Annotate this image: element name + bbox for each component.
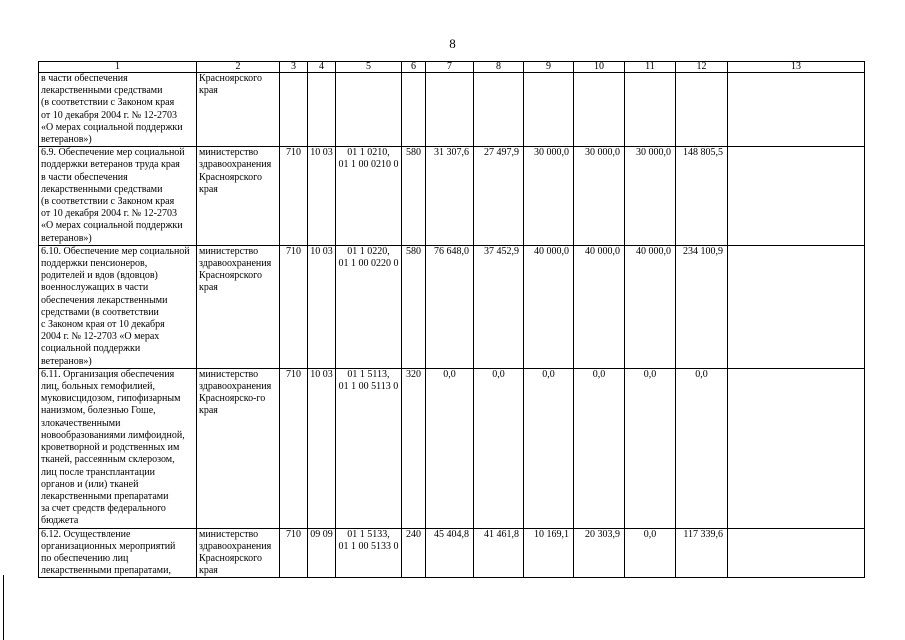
value-cell: 40 000,0 — [574, 245, 625, 368]
expense-type-cell: 240 — [402, 528, 426, 578]
column-header: 13 — [728, 62, 865, 73]
table-row — [39, 368, 865, 528]
total-cell: 148 805,5 — [676, 147, 728, 246]
total-cell: 234 100,9 — [676, 245, 728, 368]
column-header: 4 — [308, 62, 336, 73]
table-row — [39, 73, 865, 147]
grbs-cell: 710 — [280, 245, 308, 368]
result-cell — [728, 368, 865, 528]
value-cell: 0,0 — [625, 528, 676, 578]
value-cell: 40 000,0 — [524, 245, 574, 368]
grbs-cell: 710 — [280, 528, 308, 578]
column-header: 2 — [197, 62, 280, 73]
section-cell: 10 03 — [308, 368, 336, 528]
value-cell: 20 303,9 — [574, 528, 625, 578]
column-header: 10 — [574, 62, 625, 73]
measure-cell: 6.9. Обеспечение мер социальной поддержки ветеранов труда края в части обеспечения лекарственными средствами (в соответствии с Законом края от 10 декабря 2004 г. № 12-2703 «О мерах социальной поддержки ветеранов») — [39, 147, 197, 246]
executor-cell: министерство здравоохранения Красноярского края — [197, 528, 280, 578]
column-header: 6 — [402, 62, 426, 73]
executor-cell: министерство здравоохранения Красноярского края — [197, 147, 280, 246]
value-cell — [574, 73, 625, 147]
value-cell: 30 000,0 — [524, 147, 574, 246]
value-cell — [625, 73, 676, 147]
expense-type-cell: 580 — [402, 147, 426, 246]
page-number: 8 — [449, 36, 456, 51]
target-article-cell: 01 1 5113, 01 1 00 5113 0 — [336, 368, 402, 528]
value-cell: 76 648,0 — [426, 245, 474, 368]
value-cell — [426, 73, 474, 147]
value-cell: 30 000,0 — [625, 147, 676, 246]
column-header: 7 — [426, 62, 474, 73]
total-cell: 0,0 — [676, 368, 728, 528]
measure-cell: 6.12. Осуществление организационных мероприятий по обеспечению лиц лекарственными препаратами, — [39, 528, 197, 578]
column-header: 3 — [280, 62, 308, 73]
executor-cell: министерство здравоохранения Красноярского края — [197, 245, 280, 368]
section-cell: 10 03 — [308, 147, 336, 246]
value-cell: 0,0 — [574, 368, 625, 528]
column-header: 11 — [625, 62, 676, 73]
value-cell: 10 169,1 — [524, 528, 574, 578]
target-article-cell: 01 1 0220, 01 1 00 0220 0 — [336, 245, 402, 368]
target-article-cell: 01 1 0210, 01 1 00 0210 0 — [336, 147, 402, 246]
expense-type-cell: 580 — [402, 245, 426, 368]
budget-table — [38, 61, 865, 578]
result-cell — [728, 245, 865, 368]
column-header: 8 — [474, 62, 524, 73]
grbs-cell — [280, 73, 308, 147]
section-cell — [308, 73, 336, 147]
value-cell: 30 000,0 — [574, 147, 625, 246]
table-header-row — [39, 62, 865, 73]
table-row — [39, 528, 865, 578]
executor-cell: Красноярского края — [197, 73, 280, 147]
grbs-cell: 710 — [280, 368, 308, 528]
column-header: 1 — [39, 62, 197, 73]
column-header: 5 — [336, 62, 402, 73]
column-header: 9 — [524, 62, 574, 73]
target-article-cell — [336, 73, 402, 147]
value-cell — [524, 73, 574, 147]
expense-type-cell — [402, 73, 426, 147]
margin-rule — [3, 575, 4, 640]
section-cell: 09 09 — [308, 528, 336, 578]
result-cell — [728, 73, 865, 147]
total-cell — [676, 73, 728, 147]
measure-cell: в части обеспечения лекарственными средствами (в соответствии с Законом края от 10 декабря 2004 г. № 12-2703 «О мерах социальной поддержки ветеранов») — [39, 73, 197, 147]
executor-cell: министерство здравоохранения Красноярско-го края — [197, 368, 280, 528]
value-cell: 0,0 — [426, 368, 474, 528]
grbs-cell: 710 — [280, 147, 308, 246]
value-cell: 0,0 — [524, 368, 574, 528]
value-cell: 0,0 — [474, 368, 524, 528]
result-cell — [728, 528, 865, 578]
value-cell: 27 497,9 — [474, 147, 524, 246]
value-cell — [474, 73, 524, 147]
measure-cell: 6.10. Обеспечение мер социальной поддержки пенсионеров, родителей и вдов (вдовцов) военнослужащих в части обеспечения лекарственными средствами (в соответствии с Законом края от 10 декабря 2004 г. № 12-2703 «О мерах социальной поддержки ветеранов») — [39, 245, 197, 368]
table-row — [39, 147, 865, 246]
value-cell: 31 307,6 — [426, 147, 474, 246]
value-cell: 45 404,8 — [426, 528, 474, 578]
value-cell: 40 000,0 — [625, 245, 676, 368]
column-header: 12 — [676, 62, 728, 73]
value-cell: 41 461,8 — [474, 528, 524, 578]
table-row — [39, 245, 865, 368]
expense-type-cell: 320 — [402, 368, 426, 528]
target-article-cell: 01 1 5133, 01 1 00 5133 0 — [336, 528, 402, 578]
measure-cell: 6.11. Организация обеспечения лиц, больных гемофилией, муковисцидозом, гипофизарным нанизмом, болезнью Гоше, злокачественными новообразованиями лимфоидной, кроветворной и родственных им тканей, рассеянным склерозом, лиц после трансплантации органов и (или) тканей лекарственными препаратами за счет средств федерального бюджета — [39, 368, 197, 528]
value-cell: 37 452,9 — [474, 245, 524, 368]
section-cell: 10 03 — [308, 245, 336, 368]
value-cell: 0,0 — [625, 368, 676, 528]
total-cell: 117 339,6 — [676, 528, 728, 578]
result-cell — [728, 147, 865, 246]
